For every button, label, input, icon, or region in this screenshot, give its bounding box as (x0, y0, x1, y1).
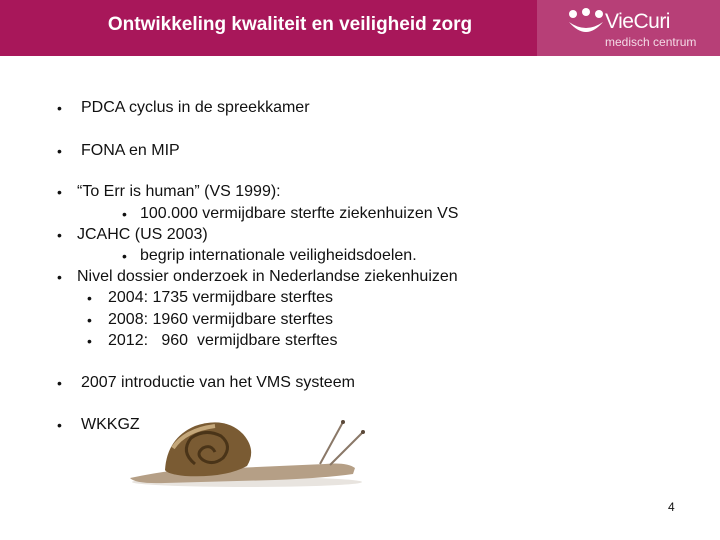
viecuri-logo (537, 0, 720, 56)
bullet-icon: • (57, 100, 62, 116)
bullet-icon: • (87, 290, 92, 306)
list-item: “To Err is human” (VS 1999): (77, 183, 281, 200)
list-subitem: 2012: 960 vermijdbare sterftes (108, 332, 338, 349)
bullet-icon: • (87, 312, 92, 328)
bullet-icon: • (57, 375, 62, 391)
list-subitem: 2008: 1960 vermijdbare sterftes (108, 311, 334, 328)
bullet-icon: • (57, 269, 62, 285)
list-item: Nivel dossier onderzoek in Nederlandse ziekenhuizen (77, 268, 458, 285)
slide-title: Ontwikkeling kwaliteit en veiligheid zorg (107, 14, 473, 35)
list-item: FONA en MIP (81, 142, 180, 159)
list-item: WKKGZ (81, 416, 140, 433)
bullet-icon: • (122, 248, 127, 264)
list-item: 2007 introductie van het VMS systeem (81, 374, 355, 391)
list-subitem: 100.000 vermijdbare sterfte ziekenhuizen VS (140, 205, 459, 222)
bullet-icon: • (57, 143, 62, 159)
logo-name: VieCuri (605, 10, 670, 33)
list-item: JCAHC (US 2003) (77, 226, 208, 243)
bullet-icon: • (57, 417, 62, 433)
title-bar (0, 0, 720, 56)
bullet-icon: • (87, 333, 92, 349)
list-subitem: 2004: 1735 vermijdbare sterftes (108, 289, 334, 306)
bullet-icon: • (122, 206, 127, 222)
logo-figures-icon (567, 8, 605, 38)
list-item: PDCA cyclus in de spreekkamer (81, 99, 310, 116)
bullet-icon: • (57, 184, 62, 200)
list-subitem: begrip internationale veiligheidsdoelen. (140, 247, 417, 264)
page-number: 4 (668, 500, 675, 514)
logo-subtitle: medisch centrum (605, 35, 697, 49)
bullet-icon: • (57, 227, 62, 243)
snail-image (125, 408, 370, 488)
